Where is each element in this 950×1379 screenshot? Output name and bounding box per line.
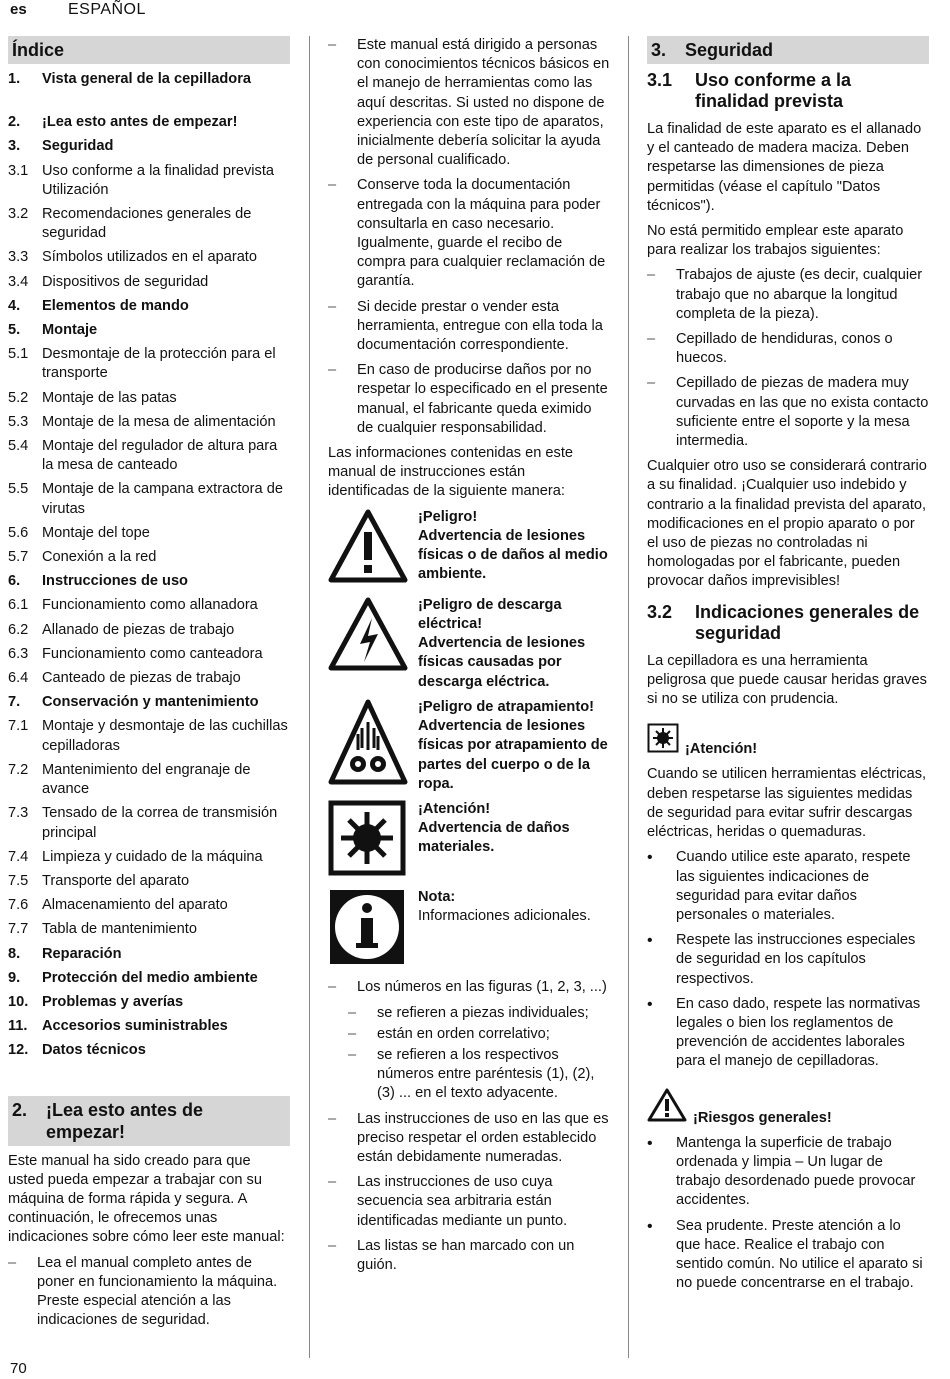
toc-entry-label: Problemas y averías <box>42 993 184 1010</box>
toc-entry <box>8 945 290 964</box>
toc-entry <box>8 761 290 799</box>
symbol-note: Nota: Informaciones adicionales. <box>328 888 610 972</box>
language-name: ESPAÑOL <box>68 1 146 18</box>
toc-entry <box>8 621 290 640</box>
symbol-electric: ¡Peligro de descarga eléctrica! Advertencia de lesiones físicas causadas por descarga eléctrica. <box>328 596 610 692</box>
toc-entry-label: Instrucciones de uso <box>42 573 188 590</box>
material-damage-icon <box>647 723 685 759</box>
dash-subitem: – están en orden correlativo; <box>348 1025 550 1042</box>
dash-item: – Lea el manual completo antes de poner en funcionamiento la máquina. Preste especial atención a las indicaciones de seguridad. <box>8 1254 278 1329</box>
toc-entry-number: 5.7 <box>8 549 29 566</box>
toc-entry-label: Montaje del tope <box>42 524 150 541</box>
toc-entry <box>8 596 290 615</box>
toc-entry-label: Recomendaciones generales de seguridad <box>42 206 252 242</box>
toc-entry-number: 4. <box>8 297 21 314</box>
toc-entry-number: 7.4 <box>8 848 29 865</box>
toc-entry <box>8 389 290 408</box>
toc-entry <box>8 345 290 383</box>
toc-entry-number: 3.3 <box>8 249 29 266</box>
column-divider <box>628 36 629 1358</box>
toc-entry-label: Símbolos utilizados en el aparato <box>42 249 257 266</box>
toc-entry-number: 7.2 <box>8 761 29 778</box>
toc-entry-number: 5.5 <box>8 481 29 498</box>
subsection-3-2-heading: 3.2 Indicaciones generales de seguridad <box>647 601 920 643</box>
toc-entry <box>8 717 290 755</box>
section-title: ¡Lea esto antes de empezar! <box>46 1099 204 1142</box>
toc-entry-label: Conexión a la red <box>42 549 157 566</box>
paragraph: Cualquier otro uso se considerará contrario a su finalidad. ¡Cualquier uso indebido y contrario a la finalidad prevista del aparato, modificaciones en el propio aparato o por el uso de piezas no controladas ni homologadas por el fabricante, pueden provocar daños imprevisibles! <box>647 458 927 590</box>
toc-entry-label: Elementos de mando <box>42 297 189 314</box>
toc-entry <box>8 804 290 842</box>
toc-entry <box>8 645 290 664</box>
toc-entry-number: 6.1 <box>8 597 29 614</box>
toc-entry-label: Mantenimiento del engranaje de avance <box>42 761 251 798</box>
toc-entry <box>8 113 290 132</box>
toc-entry <box>8 969 290 988</box>
toc-entry-number: 3. <box>8 138 21 155</box>
paragraph: La finalidad de este aparato es el allanado y el canteado de madera maciza. Deben respetarse las dimensiones de pieza permitidas (véase el capítulo "Datos técnicos"). <box>647 121 922 214</box>
language-code: es <box>10 1 27 18</box>
dash-item: – En caso de producirse daños por no respetar lo especificado en el presente manual, el fabricante queda eximido de cualquier responsabilidad. <box>328 362 608 436</box>
dash-item: – Si decide prestar o vender esta herramienta, entregue con ella toda la documentación correspondiente. <box>328 298 603 354</box>
dash-item: – Las listas se han marcado con un guión. <box>328 1237 575 1273</box>
toc-entry <box>8 524 290 543</box>
dash-item: – Los números en las figuras (1, 2, 3, ...) <box>328 979 607 996</box>
electric-shock-icon <box>328 596 418 692</box>
toc-entry <box>8 896 290 915</box>
toc-entry-label: Desmontaje de la protección para el transporte <box>42 346 276 382</box>
toc-entry-label: Almacenamiento del aparato <box>42 897 228 914</box>
toc-entry-label: Dispositivos de seguridad <box>42 273 209 290</box>
toc-entry-number: 5.1 <box>8 346 29 363</box>
toc-entry <box>8 162 290 200</box>
warning-triangle-icon <box>647 1088 693 1128</box>
toc-entry-number: 7.5 <box>8 872 29 889</box>
toc-entry-label: Vista general de la cepilladora <box>42 71 252 87</box>
symbol-entanglement: ¡Peligro de atrapamiento! Advertencia de lesiones físicas por atrapamiento de partes del cuerpo o de la ropa. <box>328 698 610 794</box>
toc-entry-label: Uso conforme a la finalidad prevista Utilización <box>42 162 274 198</box>
toc-entry <box>8 548 290 567</box>
toc-entry-label: Datos técnicos <box>42 1042 146 1059</box>
toc-list <box>8 70 290 1061</box>
toc-entry <box>8 693 290 712</box>
toc-entry <box>8 1017 290 1036</box>
column-right <box>647 36 929 1299</box>
toc-entry-label: Conservación y mantenimiento <box>42 694 259 711</box>
toc-entry-label: ¡Lea esto antes de empezar! <box>42 114 238 131</box>
toc-entry-number: 12. <box>8 1042 29 1059</box>
column-divider <box>309 36 310 1358</box>
toc-title: Índice <box>8 36 290 64</box>
toc-entry-number: 8. <box>8 945 21 962</box>
toc-entry-label: Montaje y desmontaje de las cuchillas cepilladoras <box>42 718 288 754</box>
info-icon <box>328 888 418 972</box>
column-middle <box>328 36 610 1281</box>
toc-entry <box>8 1041 290 1060</box>
paragraph: La cepilladora es una herramienta peligrosa que puede causar heridas graves si no se utiliza con prudencia. <box>647 652 927 708</box>
toc-entry-number: 5.3 <box>8 413 29 430</box>
toc-entry-number: 6.3 <box>8 645 29 662</box>
section-2-heading <box>8 1096 290 1146</box>
bullet-item: • En caso dado, respete las normativas legales o bien los reglamentos de prevención de accidentes laborales para el manejo de cepilladoras. <box>647 995 921 1070</box>
symbol-attention: ¡Atención! Advertencia de daños materiales. <box>328 800 610 882</box>
toc-entry-number: 7.3 <box>8 805 29 822</box>
toc-entry-label: Canteado de piezas de trabajo <box>42 670 241 687</box>
toc-entry-number: 2. <box>8 114 21 131</box>
dash-item: – Cepillado de hendiduras, conos o huecos. <box>647 331 893 367</box>
toc-entry-number: 6.2 <box>8 621 29 638</box>
section-number: 2. <box>12 1099 28 1120</box>
toc-entry-label: Montaje de las patas <box>42 389 177 406</box>
dash-item: – Las instrucciones de uso cuya secuencia sea arbitraria están identificadas mediante un punto. <box>328 1174 568 1229</box>
toc-entry-label: Tabla de mantenimiento <box>42 921 197 938</box>
toc-entry-number: 7. <box>8 694 21 711</box>
toc-entry-number: 5.6 <box>8 524 29 541</box>
bullet-item: • Respete las instrucciones especiales de seguridad en los capítulos respectivos. <box>647 932 916 987</box>
toc-entry-label: Montaje <box>42 322 98 339</box>
toc-entry-number: 6. <box>8 573 21 590</box>
subsection-3-1-heading: 3.1 Uso conforme a la finalidad prevista <box>647 70 852 111</box>
bullet-item: • Sea prudente. Preste atención a lo que hace. Realice el trabajo con sentido común. No utilice el aparato si no puede concentrarse en el trabajo. <box>647 1217 923 1292</box>
material-damage-icon <box>328 800 418 882</box>
toc-entry-label: Allanado de piezas de trabajo <box>42 621 235 638</box>
paragraph: Cuando se utilicen herramientas eléctricas, deben respetarse las siguientes medidas de seguridad para evitar sufrir descargas eléctricas, heridas o quemaduras. <box>647 766 927 841</box>
toc-entry-label: Montaje del regulador de altura para la mesa de canteado <box>42 438 278 474</box>
toc-entry-label: Protección del medio ambiente <box>42 969 258 986</box>
toc-entry-number: 10. <box>8 993 29 1010</box>
toc-entry <box>8 993 290 1012</box>
toc-entry <box>8 480 290 518</box>
toc-entry <box>8 872 290 891</box>
toc-entry <box>8 273 290 292</box>
toc-entry-number: 5.2 <box>8 389 29 406</box>
entanglement-icon <box>328 698 418 794</box>
toc-entry <box>8 297 290 316</box>
attention-note: ¡Atención! <box>647 723 929 759</box>
dash-item: – Conserve toda la documentación entregada con la máquina para poder consultarla en caso necesario. Igualmente, guarde el recibo de compra para cualquier reclamación de garantía. <box>328 177 606 290</box>
toc-entry-label: Montaje de la campana extractora de virutas <box>42 481 283 517</box>
general-risks-note: ¡Riesgos generales! <box>647 1088 929 1128</box>
bullet-item: • Mantenga la superficie de trabajo ordenada y limpia – Un lugar de trabajo desordenado puede provocar accidentes. <box>647 1134 916 1209</box>
dash-item: – Cepillado de piezas de madera muy curvadas en las que no exista contacto suficiente entre el soporte y la mesa intermedia. <box>647 375 929 450</box>
toc-entry-label: Limpieza y cuidado de la máquina <box>42 848 263 865</box>
toc-entry-number: 3.2 <box>8 206 29 223</box>
toc-entry <box>8 669 290 688</box>
toc-entry <box>8 920 290 939</box>
toc-entry <box>8 848 290 867</box>
toc-entry-label: Reparación <box>42 945 122 962</box>
column-left <box>8 36 290 1336</box>
toc-entry-number: 5. <box>8 322 21 339</box>
toc-entry-label: Funcionamiento como allanadora <box>42 597 258 614</box>
toc-entry-number: 3.4 <box>8 273 29 290</box>
toc-entry <box>8 437 290 475</box>
dash-item: – Las instrucciones de uso en las que es preciso respetar el orden establecido están debidamente numeradas. <box>328 1110 609 1165</box>
section-2-intro: Este manual ha sido creado para que usted pueda empezar a trabajar con su máquina de forma rápida y segura. A continuación, le ofrecemos unas indicaciones sobre cómo leer este manual: <box>8 1152 285 1246</box>
section-3-heading: 3. Seguridad <box>647 36 929 64</box>
toc-entry-label: Seguridad <box>42 138 114 155</box>
toc-entry-label: Tensado de la correa de transmisión principal <box>42 805 278 841</box>
toc-entry-label: Montaje de la mesa de alimentación <box>42 413 276 430</box>
dash-subitem: – se refieren a piezas individuales; <box>348 1004 589 1021</box>
toc-entry <box>8 572 290 591</box>
toc-entry-label: Funcionamiento como canteadora <box>42 645 263 662</box>
toc-entry <box>8 413 290 432</box>
toc-entry-number: 6.4 <box>8 670 29 687</box>
toc-entry-number: 7.7 <box>8 921 29 938</box>
toc-entry-number: 3.1 <box>8 162 29 179</box>
toc-entry <box>8 70 290 89</box>
toc-entry-label: Transporte del aparato <box>42 872 190 889</box>
toc-entry-number: 11. <box>8 1018 28 1035</box>
toc-entry-label: Accesorios suministrables <box>42 1018 228 1035</box>
toc-entry <box>8 137 290 156</box>
toc-entry <box>8 321 290 340</box>
warning-triangle-icon <box>328 508 418 590</box>
paragraph: No está permitido emplear este aparato para realizar los trabajos siguientes: <box>647 223 904 259</box>
symbol-danger: ¡Peligro! Advertencia de lesiones físicas o de daños al medio ambiente. <box>328 508 610 590</box>
page-number: 70 <box>10 1360 27 1377</box>
toc-entry-number: 7.6 <box>8 897 29 914</box>
toc-entry-number: 9. <box>8 969 21 986</box>
toc-entry <box>8 205 290 243</box>
toc-entry-number: 7.1 <box>8 718 29 735</box>
toc-entry-number: 1. <box>8 71 21 87</box>
dash-item: – Este manual está dirigido a personas con conocimientos técnicos básicos en el manejo de herramientas como las aquí descritas. Si usted no dispone de experiencia con este tipo de aparatos, inicialmente debería solicitar la ayuda de personal cualificado. <box>328 37 610 169</box>
symbols-intro: Las informaciones contenidas en este manual de instrucciones están identificadas de la siguiente manera: <box>328 445 574 500</box>
toc-entry <box>8 248 290 267</box>
dash-item: – Trabajos de ajuste (es decir, cualquier trabajo que no abarque la longitud completa de la pieza). <box>647 267 923 322</box>
toc-entry-number: 5.4 <box>8 438 29 455</box>
bullet-item: • Cuando utilice este aparato, respete las siguientes indicaciones de seguridad para evitar daños personales o materiales. <box>647 849 911 923</box>
dash-subitem: – se refieren a los respectivos números entre paréntesis (1), (2), (3) ... en el texto adyacente. <box>348 1046 595 1102</box>
